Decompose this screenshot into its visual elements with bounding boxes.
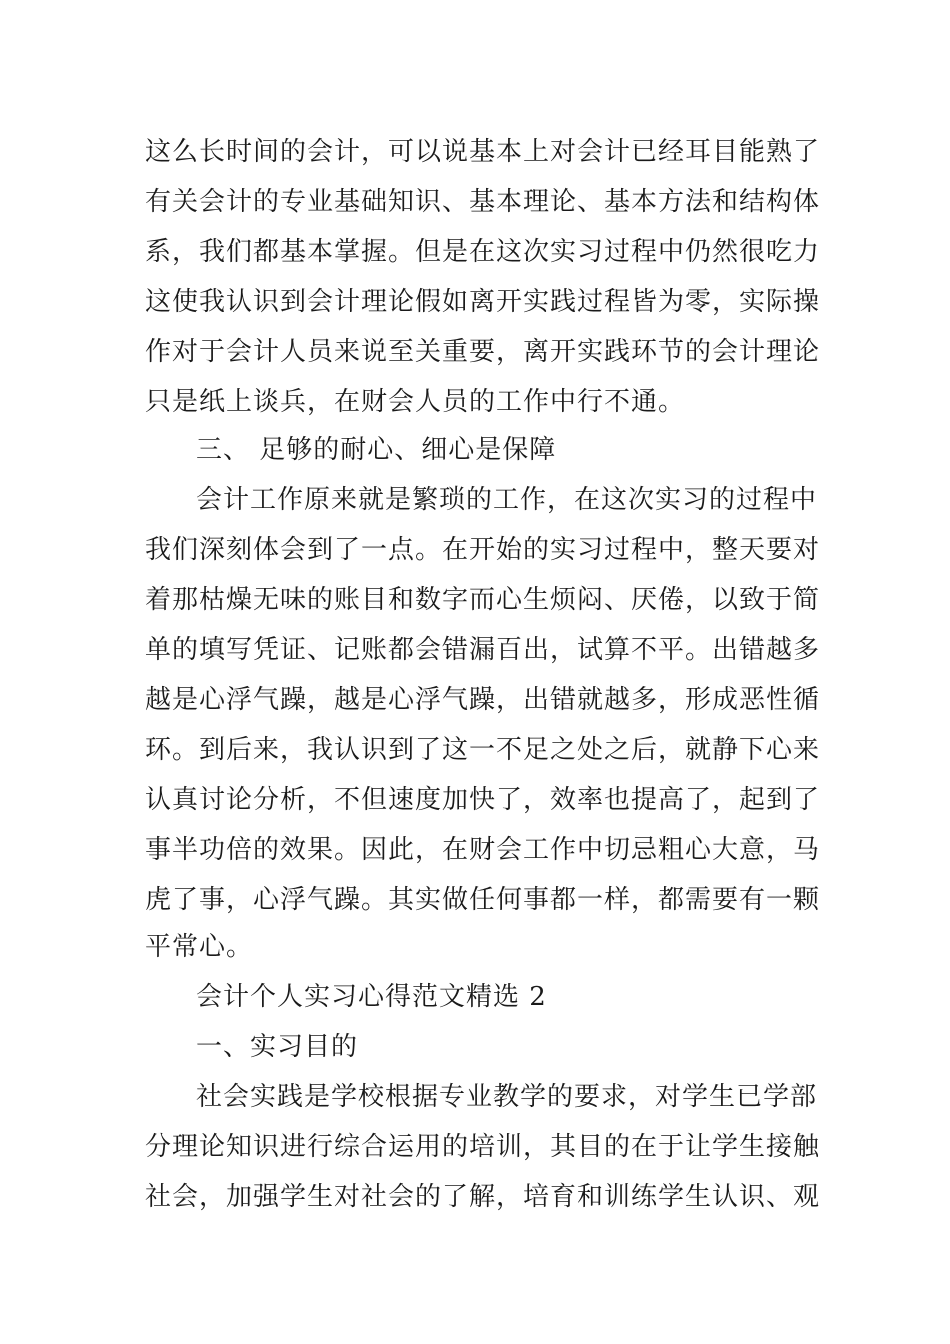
- body-text-line: 平常心。: [145, 932, 254, 962]
- body-text-line: 会计工作原来就是繁琐的工作，在这次实习的过程中: [196, 485, 818, 515]
- article-title: 会计个人实习心得范文精选 2: [196, 982, 547, 1012]
- body-text-line: 着那枯燥无味的账目和数字而心生烦闷、厌倦，以致于简: [145, 585, 821, 615]
- body-text-line: 社会实践是学校根据专业教学的要求，对学生已学部: [196, 1082, 818, 1112]
- body-text-line: 有关会计的专业基础知识、基本理论、基本方法和结构体: [145, 187, 821, 217]
- body-text-line: 分理论知识进行综合运用的培训，其目的在于让学生接触: [145, 1132, 821, 1162]
- body-text-line: 系，我们都基本掌握。但是在这次实习过程中仍然很吃力: [145, 237, 821, 267]
- body-text-line: 虎了事，心浮气躁。其实做任何事都一样，都需要有一颗: [145, 885, 821, 915]
- body-text-line: 越是心浮气躁，越是心浮气躁，出错就越多，形成恶性循: [145, 685, 821, 715]
- body-text-line: 事半功倍的效果。因此，在财会工作中切忌粗心大意，马: [145, 835, 821, 865]
- body-text-line: 这么长时间的会计，可以说基本上对会计已经耳目能熟了: [145, 137, 821, 167]
- body-text-line: 作对于会计人员来说至关重要，离开实践环节的会计理论: [145, 337, 821, 367]
- body-text-line: 这使我认识到会计理论假如离开实践过程皆为零，实际操: [145, 287, 821, 317]
- body-text-line: 单的填写凭证、记账都会错漏百出，试算不平。出错越多: [145, 635, 821, 665]
- body-text-line: 社会，加强学生对社会的了解，培育和训练学生认识、观: [145, 1182, 821, 1212]
- body-text-line: 只是纸上谈兵，在财会人员的工作中行不通。: [145, 387, 686, 417]
- section-heading: 一、实习目的: [196, 1032, 359, 1062]
- body-text-line: 认真讨论分析，不但速度加快了，效率也提高了，起到了: [145, 785, 821, 815]
- body-text-line: 环。到后来，我认识到了这一不足之处之后，就静下心来: [145, 735, 821, 765]
- body-text-line: 我们深刻体会到了一点。在开始的实习过程中，整天要对: [145, 535, 821, 565]
- section-heading: 三、 足够的耐心、细心是保障: [196, 435, 557, 465]
